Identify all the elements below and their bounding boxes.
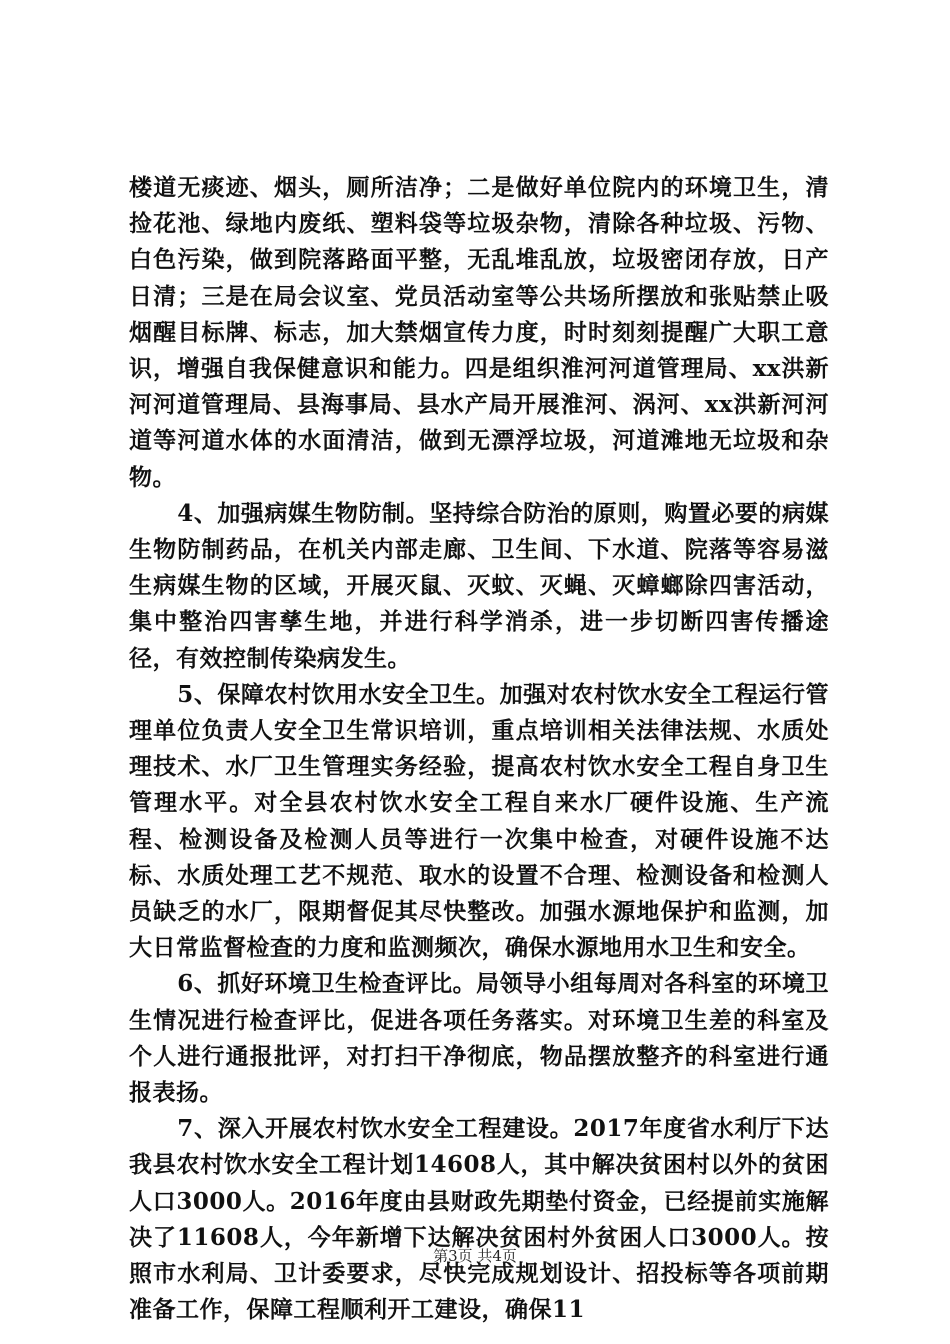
- paragraph-item-4: 4、加强病媒生物防制。坚持综合防治的原则，购置必要的病媒生物防制药品，在机关内部走廊、卫生间、下水道、院落等容易滋生病媒生物的区域，开展灭鼠、灭蚊、灭蝇、灭蟑螂除四害活动，集中整治四害孳生地，并进行科学消杀，进一步切断四害传播途径，有效控制传染病发生。: [129, 499, 829, 672]
- paragraph-item-5: 5、保障农村饮用水安全卫生。加强对农村饮水安全工程运行管理单位负责人安全卫生常识培训，重点培训相关法律法规、水质处理技术、水厂卫生管理实务经验，提高农村饮水安全工程自身卫生管理水平。对全县农村饮水安全工程自来水厂硬件设施、生产流程、检测设备及检测人员等进行一次集中检查，对硬件设施不达标、水质处理工艺不规范、取水的设置不合理、检测设备和检测人员缺乏的水厂，限期督促其尽快整改。加强水源地保护和监测，加大日常监督检查的力度和监测频次，确保水源地用水卫生和安全。: [129, 680, 829, 962]
- paragraph-item-7: 7、深入开展农村饮水安全工程建设。2017年度省水利厅下达我县农村饮水安全工程计划14608人，其中解决贫困村以外的贫困人口3000人。2016年度由县财政先期垫付资金，已经提前实施解决了11608人，今年新增下达解决贫困村外贫困人口3000人。按照市水利局、卫计委要求，尽快完成规划设计、招投标等各项前期准备工作，保障工程顺利开工建设，确保11: [129, 1115, 829, 1324]
- page-footer: 第3页 共4页: [433, 1247, 517, 1265]
- document-body: [129, 170, 829, 1329]
- paragraph-continued: 楼道无痰迹、烟头，厕所洁净；二是做好单位院内的环境卫生，清捡花池、绿地内废纸、塑料袋等垃圾杂物，清除各种垃圾、污物、白色污染，做到院落路面平整，无乱堆乱放，垃圾密闭存放，日产日清；三是在局会议室、党员活动室等公共场所摆放和张贴禁止吸烟醒目标牌、标志，加大禁烟宣传力度，时时刻刻提醒广大职工意识，增强自我保健意识和能力。四是组织淮河河道管理局、xx洪新河河道管理局、县海事局、县水产局开展淮河、涡河、xx洪新河河道等河道水体的水面清洁，做到无漂浮垃圾，河道滩地无垃圾和杂物。: [129, 174, 829, 491]
- paragraph-item-6: 6、抓好环境卫生检查评比。局领导小组每周对各科室的环境卫生情况进行检查评比，促进各项任务落实。对环境卫生差的科室及个人进行通报批评，对打扫干净彻底，物品摆放整齐的科室进行通报表扬。: [129, 970, 829, 1107]
